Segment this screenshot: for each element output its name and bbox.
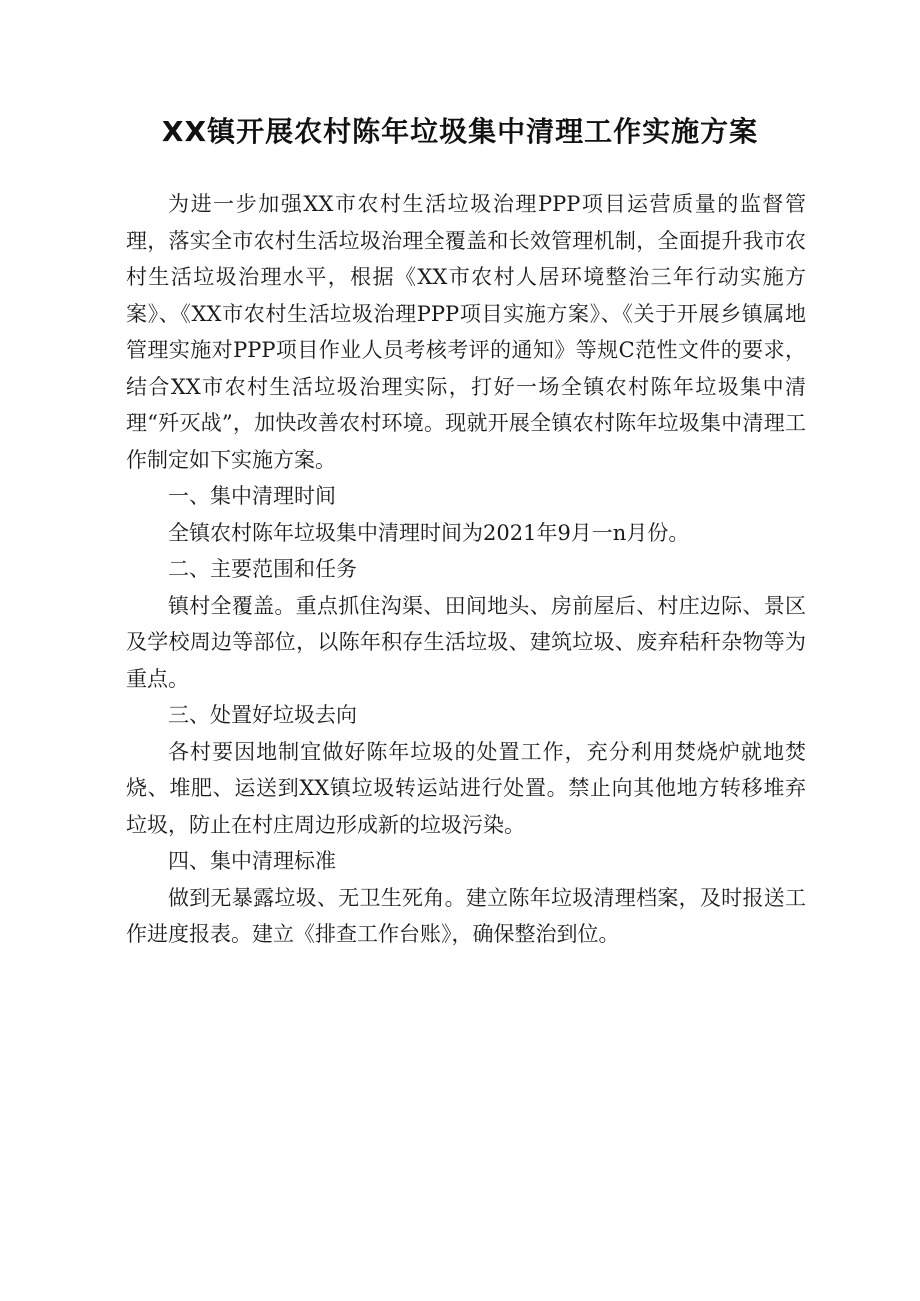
intro-paragraph: 为进一步加强XX市农村生活垃圾治理PPP项目运营质量的监督管理，落实全市农村生活垃圾治理全覆盖和长效管理机制，全面提升我市农村生活垃圾治理水平，根据《XX市农村人居环境整治三年行动实施方案》、《XX市农村生活垃圾治理PPP项目实施方案》、《关于开展乡镇属地管理实施对PPP项目作业人员考核考评的通知》等规C范性文件的要求，结合XX市农村生活垃圾治理实际，打好一场全镇农村陈年垃圾集中清理“歼灭战”，加快改善农村环境。现就开展全镇农村陈年垃圾集中清理工作制定如下实施方案。 (126, 192, 806, 472)
section-content-time: 全镇农村陈年垃圾集中清理时间为2021年9月一n月份。 (168, 520, 690, 545)
document-title: XX镇开展农村陈年垃圾集中清理工作实施方案 (161, 115, 759, 148)
document-body (126, 186, 806, 953)
section-heading-scope: 二、主要范围和任务 (168, 557, 357, 581)
section-heading-disposal: 三、处置好垃圾去向 (168, 703, 357, 727)
section-heading-standard: 四、集中清理标准 (168, 849, 336, 873)
section-content-scope: 镇村全覆盖。重点抓住沟渠、田间地头、房前屋后、村庄边际、景区及学校周边等部位，以陈年积存生活垃圾、建筑垃圾、废弃秸秆杂物等为重点。 (126, 593, 806, 691)
section-heading-time: 一、集中清理时间 (168, 484, 336, 508)
section-content-standard: 做到无暴露垃圾、无卫生死角。建立陈年垃圾清理档案，及时报送工作进度报表。建立《排查工作台账》，确保整治到位。 (126, 885, 806, 946)
section-content-disposal: 各村要因地制宜做好陈年垃圾的处置工作，充分利用焚烧炉就地焚烧、堆肥、运送到XX镇垃圾转运站进行处置。禁止向其他地方转移堆弃垃圾，防止在村庄周边形成新的垃圾污染。 (126, 739, 806, 837)
